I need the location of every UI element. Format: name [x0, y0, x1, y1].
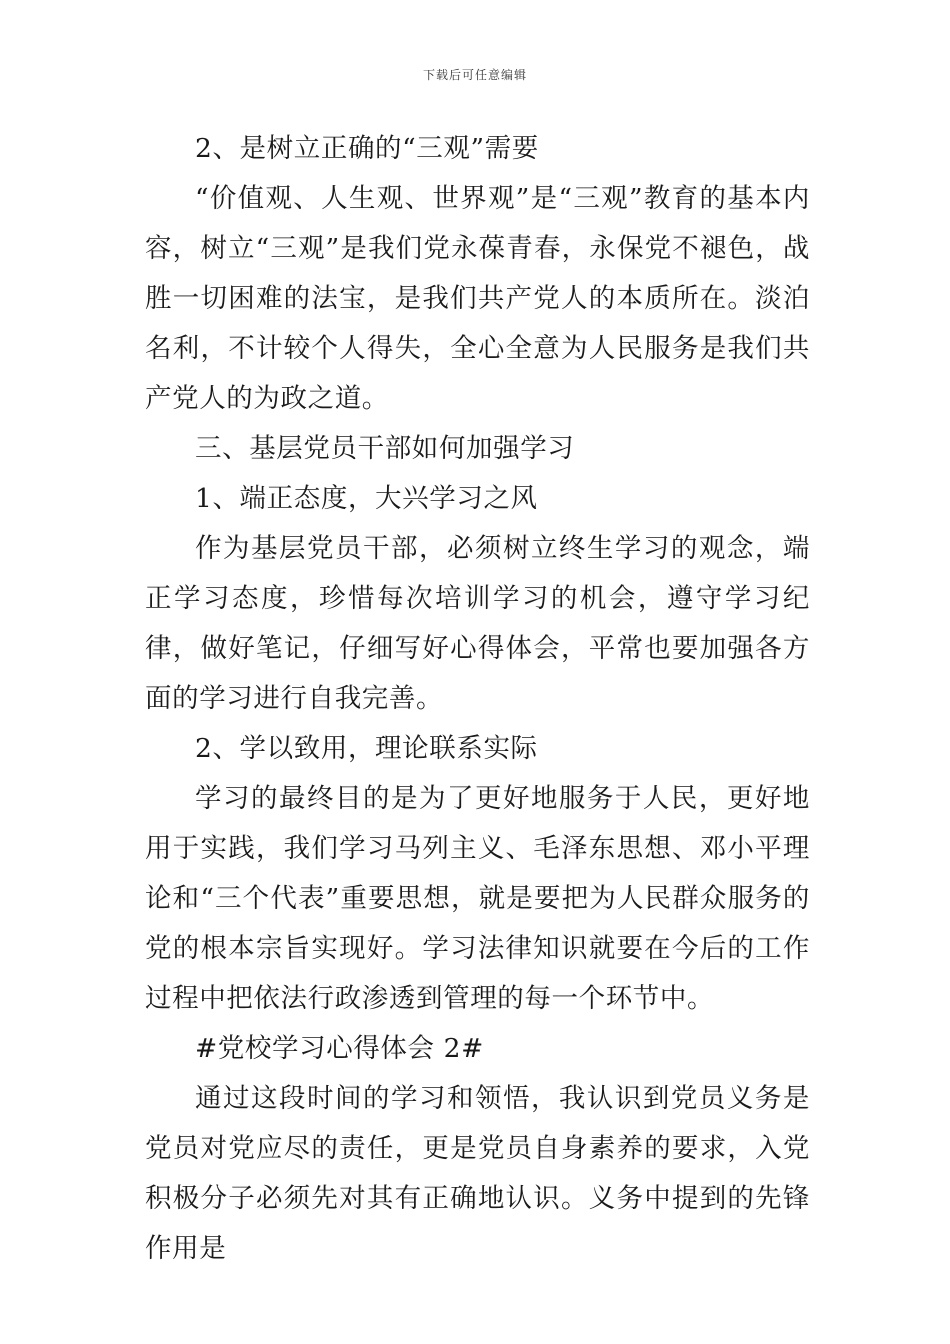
- page-header-note: 下载后可任意编辑: [422, 68, 527, 82]
- paragraph-correct-attitude: 作为基层党员干部，必须树立终生学习的观念，端正学习态度，珍惜每次培训学习的机会，遵守学习纪律，做好笔记，仔细写好心得体会，平常也要加强各方面的学习进行自我完善。: [145, 533, 810, 714]
- paragraph-three-views: “价值观、人生观、世界观”是“三观”教育的基本内容，树立“三观”是我们党永葆青春，永保党不褪色，战胜一切困难的法宝，是我们共产党人的本质所在。淡泊名利，不计较个人得失，全心全意为人民服务是我们共产党人的为政之道。: [145, 183, 810, 414]
- subheading-apply-learning: 2、学以致用，理论联系实际: [195, 733, 538, 764]
- paragraph-member-duties: 通过这段时间的学习和领悟，我认识到党员义务是党员对党应尽的责任，更是党员自身素养的要求，入党积极分子必须先对其有正确地认识。义务中提到的先锋作用是: [145, 1083, 810, 1264]
- section-heading-how-to-study: 三、基层党员干部如何加强学习: [195, 433, 575, 464]
- section-title-experience-2: #党校学习心得体会 2#: [195, 1033, 484, 1064]
- subheading-correct-attitude: 1、端正态度，大兴学习之风: [195, 483, 538, 514]
- paragraph-apply-learning: 学习的最终目的是为了更好地服务于人民，更好地用于实践，我们学习马列主义、毛泽东思想、邓小平理论和“三个代表”重要思想，就是要把为人民群众服务的党的根本宗旨实现好。学习法律知识就要在今后的工作过程中把依法行政渗透到管理的每一个环节中。: [145, 783, 810, 1014]
- subheading-three-views: 2、是树立正确的“三观”需要: [195, 133, 539, 164]
- document-body: [145, 124, 810, 1274]
